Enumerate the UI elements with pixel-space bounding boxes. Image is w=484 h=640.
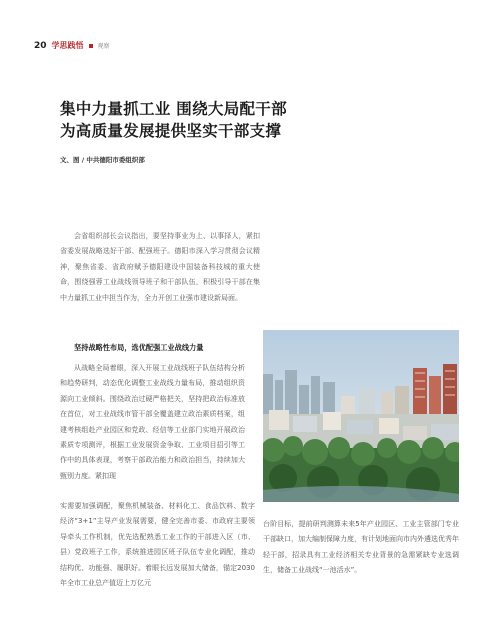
subsection-name: 观察 [97,43,110,50]
section-heading: 坚持战略性布局，选优配强工业战线力量 [74,343,204,352]
byline: 文、图 / 中共德阳市委组织部 [60,156,145,164]
city-skyline-photo [263,330,459,502]
page-number: 20 [34,40,47,51]
title-line-2: 为高质量发展提供坚实干部支撑 [60,122,282,140]
body-paragraph-2: 台阶目标，提前研判测算未来5年产业园区、工业主管部门专业干部缺口，加大编制保障力度，有计划地面向市内外遴选优秀年轻干部，招录具有工业经济相关专业背景的急需紧缺专业选调生，储备工业战线“一池活水”。 [263,520,459,575]
separator-dot-icon [89,44,93,48]
body-paragraph-1-continued: 实需要加强调配，聚焦机械装备、材料化工、食品饮料、数字经济“3+1”主导产业发展需要，健全完善市委、市政府主要领导牵头工作机制，优先选配熟悉工业工作的干部进入区（市、县）党政班子工作，系统推进园区班子队伍专业化调配，推动结构优、功能强、履职好。着眼长远发展加大储备，锚定2030年全市工业总产值迈上万亿元 [60,502,255,588]
running-header [34,40,110,51]
title-line-1: 集中力量抓工业 围绕大局配干部 [60,100,287,118]
body-paragraph-1: 从战略全局着眼，深入开展工业战线班子队伍结构分析和趋势研判，动态优化调整工业战线力量布局，推动组织资源向工业倾斜。围绕政治过硬严格把关，坚持把政治标准放在首位，对工业战线市管干部全覆盖建立政治素质档案，组建考核组赴产业园区和党政、经信等工业部门实地开展政治素质专项测评，根据工业发展资金争取、工业项目招引等工作中的具体表现，考察干部政治能力和政治担当，持续加大甄别力度。紧扣现 [60,364,245,480]
article-title [60,98,440,142]
section-name: 学思践悟 [51,41,84,50]
intro-paragraph: 会省组织部长会议指出，要坚持事业为上、以事择人，紧扣省委发展战略选好干部、配强班子。德阳市深入学习贯彻会议精神，聚焦省委、省政府赋予德阳建设中国装备科技城的重大使命，围绕强蓉工业战线领导班子和干部队伍，积极引导干部在集中力量抓工业中担当作为，全力开创工业强市建设新局面。 [60,232,260,302]
